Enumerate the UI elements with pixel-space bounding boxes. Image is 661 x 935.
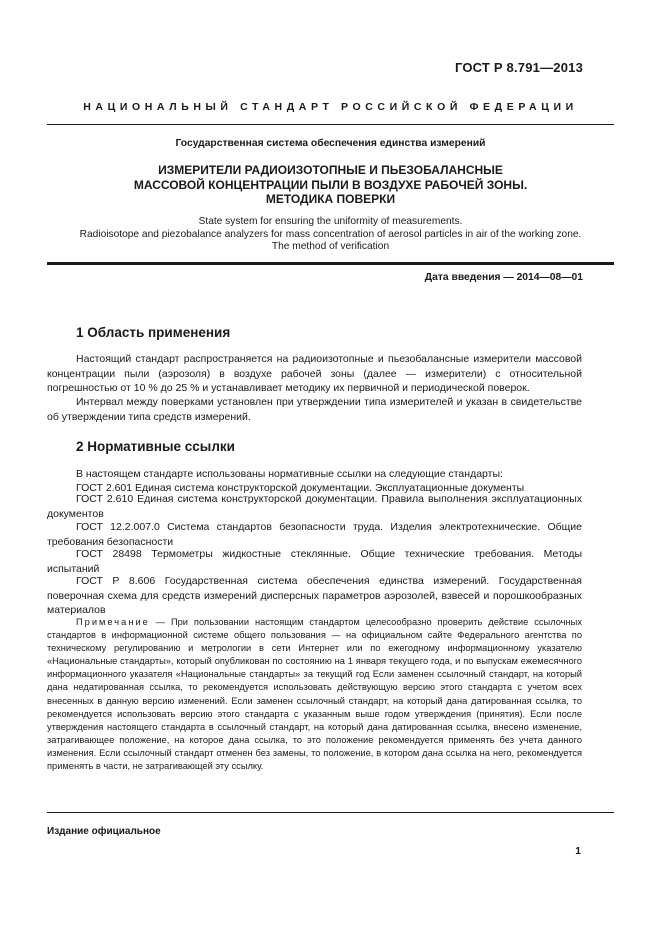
english-title-line: The method of verification [271, 241, 390, 253]
title-block-rule [47, 262, 614, 265]
note-label: Примечание [76, 617, 150, 627]
top-rule [47, 124, 614, 125]
page-number: 1 [575, 846, 581, 857]
reference-item: ГОСТ Р 8.606 Государственная система обеспечения единства измерений. Государственная поверочная схема для средств измерений дисперсных параметров аэрозолей, взвесей и порошкообразных материалов [47, 575, 582, 616]
references-note [47, 616, 582, 773]
footer-rule [47, 812, 614, 813]
official-edition-label: Издание официальное [47, 826, 161, 837]
references-intro: В настоящем стандарте использованы нормативные ссылки на следующие стандарты: [76, 468, 503, 480]
english-title-line: State system for ensuring the uniformity of measurements. [198, 216, 463, 227]
english-title-line: Radioisotope and piezobalance analyzers for mass concentration of aerosol particles in air of the working zone. [79, 228, 582, 240]
reference-item: ГОСТ 2.601 Единая система конструкторской документации. Эксплуатационные документы [76, 482, 525, 494]
section-1-heading: 1 Область применения [76, 325, 231, 340]
title-line: МЕТОДИКА ПОВЕРКИ [265, 192, 396, 206]
section-2-heading: 2 Нормативные ссылки [76, 439, 235, 454]
national-standard-banner: НАЦИОНАЛЬНЫЙ СТАНДАРТ РОССИЙСКОЙ ФЕДЕРАЦИИ [83, 101, 578, 113]
standard-code: ГОСТ Р 8.791—2013 [454, 60, 583, 75]
reference-item: ГОСТ 28498 Термометры жидкостные стеклянные. Общие технические требования. Методы испытаний [47, 548, 582, 575]
introduction-date: Дата введения — 2014—08—01 [424, 272, 583, 283]
reference-item: ГОСТ 12.2.007.0 Система стандартов безопасности труда. Изделия электротехнические. Общие требования безопасности [47, 521, 582, 548]
section-1-paragraph: Интервал между поверками установлен при утверждении типа измерителей и указан в свидетельстве об утверждении типа средств измерений. [47, 396, 582, 423]
section-1-paragraph: Настоящий стандарт распространяется на радиоизотопные и пьезобалансные измерители массовой концентрации пыли (аэрозоля) в воздухе рабочей зоны (далее — измерители) с относительной погрешностью от 10 % до 25 % и устанавливает методику их первичной и периодической поверок. [47, 353, 582, 394]
note-text: — При пользовании настоящим стандартом целесообразно проверить действие ссылочных стандартов в информационной системе общего пользования — на официальном сайте Федерального агентства по техническому регулированию и метрологии в сети Интернет или по ежегодному информационному указателю «Национальные стандарты», который опубликован по состоянию на 1 января текущего года, и по выпускам ежемесячного информационного указателя «Национальные стандарты» за текущий год Если заменен ссылочный стандарт, на который дана недатированная ссылка, то рекомендуется использовать действующую версию этого стандарта с учетом всех внесенных в данную версию изменений. Если заменен ссылочный стандарт, на который дана датированная ссылка, то рекомендуется использовать версию этого стандарта с указанным выше годом утверждения (принятия). Если после утверждения настоящего стандарта в ссылочный стандарт, на который дана датированная ссылка, внесено изменение, затрагивающее положение, на которое дана ссылка, то это положение рекомендуется применять без учета данного изменения. Если ссылочный стандарт отменен без замены, то положение, в котором дана ссылка на него, рекомендуется применять в части, не затрагивающей эту ссылку. [47, 617, 582, 772]
title-line: ИЗМЕРИТЕЛИ РАДИОИЗОТОПНЫЕ И ПЬЕЗОБАЛАНСНЫЕ [158, 163, 503, 177]
system-title: Государственная система обеспечения единства измерений [175, 138, 486, 149]
document-title [47, 163, 614, 207]
english-title [47, 216, 614, 254]
reference-item: ГОСТ 2.610 Единая система конструкторской документации. Правила выполнения эксплуатационных документов [47, 493, 582, 520]
title-line: МАССОВОЙ КОНЦЕНТРАЦИИ ПЫЛИ В ВОЗДУХЕ РАБОЧЕЙ ЗОНЫ. [133, 177, 528, 192]
